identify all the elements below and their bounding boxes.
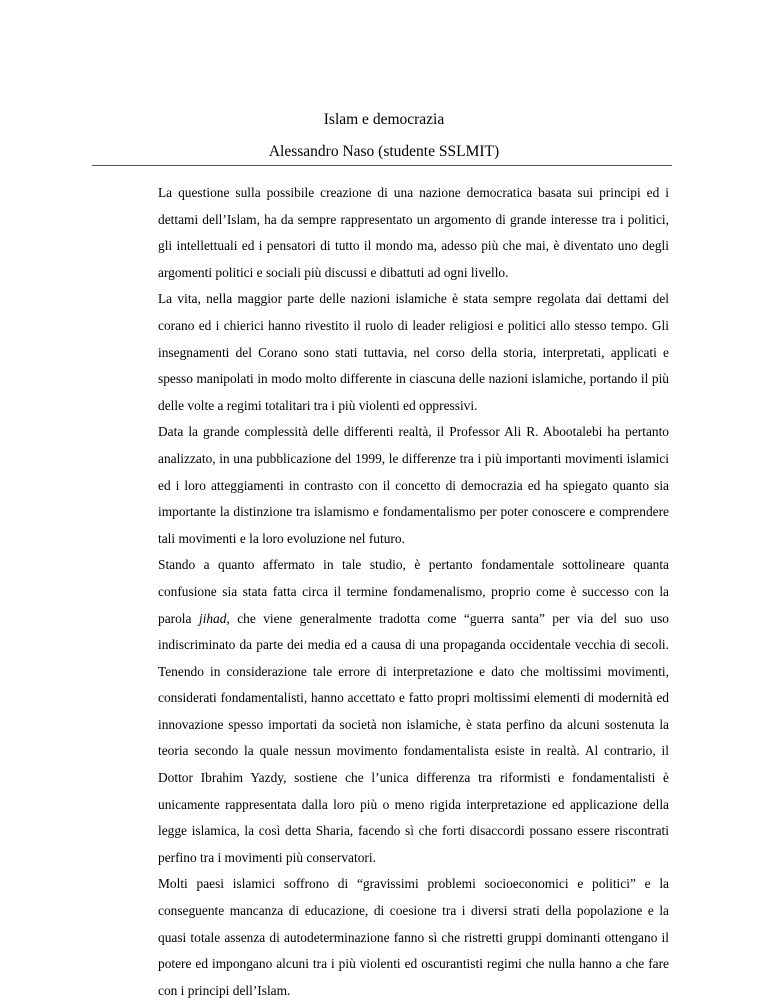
title-divider (92, 165, 672, 166)
paragraph-2: La vita, nella maggior parte delle nazioni islamiche è stata sempre regolata dai dettami del corano ed i chierici hanno rivestito il ruolo di leader religiosi e politici allo stesso tempo. Gli insegnamenti del Corano sono stati tuttavia, nel corso della storia, interpretati, applicati e spesso manipolati in modo molto differente in ciascuna delle nazioni islamiche, portando il più delle volte a regimi totalitari tra i più violenti ed oppressivi. (158, 291, 669, 413)
paragraph-4-text-end: , che viene generalmente tradotta come “guerra santa” per via del suo uso indiscriminato da parte dei media ed a causa di una propaganda occidentale vecchia di secoli. Tenendo in considerazione tale errore di interpretazione e dato che moltissimi movimenti, considerati fondamentalisti, hanno accettato e fatto propri moltissimi elementi di modernità ed innovazione spesso importati da società non islamiche, è stata perfino da alcuni sostenuta la teoria secondo la quale nessun movimento fondamentalista esiste in realtà. Al contrario, il Dottor Ibrahim Yazdy, sostiene che l’unica differenza tra riformisti e fondamentalisti è unicamente rappresentata dalla loro più o meno rigida interpretazione ed applicazione della legge islamica, la così detta Sharia, facendo sì che forti disaccordi possano essere riscontrati perfino tra i movimenti più conservatori. (158, 610, 670, 865)
paragraph-4-italic-term: jihad (198, 610, 227, 626)
paragraph-4-text-start: Stando a quanto affermato in tale studio, è pertanto fondamentale sottolineare quanta confusione sia stata fatta circa il termine fondamenalismo, proprio come è successo con la parola (158, 557, 669, 626)
paragraph-1: La questione sulla possibile creazione di una nazione democratica basata sui principi ed i dettami dell’Islam, ha da sempre rappresentato un argomento di grande interesse tra i politici, gli intellettuali ed i pensatori di tutto il mondo ma, adesso più che mai, è diventato uno degli argomenti politici e sociali più discussi e dibattuti ad ogni livello. (158, 185, 669, 280)
paragraph-3: Data la grande complessità delle differenti realtà, il Professor Ali R. Abootalebi ha pertanto analizzato, in una pubblicazione del 1999, le differenze tra i più importanti movimenti islamici ed i loro atteggiamenti in contrasto con il concetto di democrazia ed ha spiegato quanto sia importante la distinzione tra islamismo e fondamentalismo per poter conoscere e comprendere tali movimenti e la loro evoluzione nel futuro. (158, 424, 669, 546)
body-text (158, 180, 669, 1004)
paragraph-4 (158, 552, 669, 871)
paragraph-5: Molti paesi islamici soffrono di “gravissimi problemi socioeconomici e politici” e la conseguente mancanza di educazione, di coesione tra i diversi strati della popolazione e la quasi totale assenza di autodeterminazione fanno sì che ristretti gruppi dominanti ottengano il potere ed impongano alcuni tra i più violenti ed oscurantisti regimi che nulla hanno a che fare con i principi dell’Islam. (158, 876, 669, 998)
title-block (0, 108, 768, 164)
document-title: Islam e democrazia (323, 111, 445, 128)
document-author: Alessandro Naso (studente SSLMIT) (268, 143, 500, 160)
